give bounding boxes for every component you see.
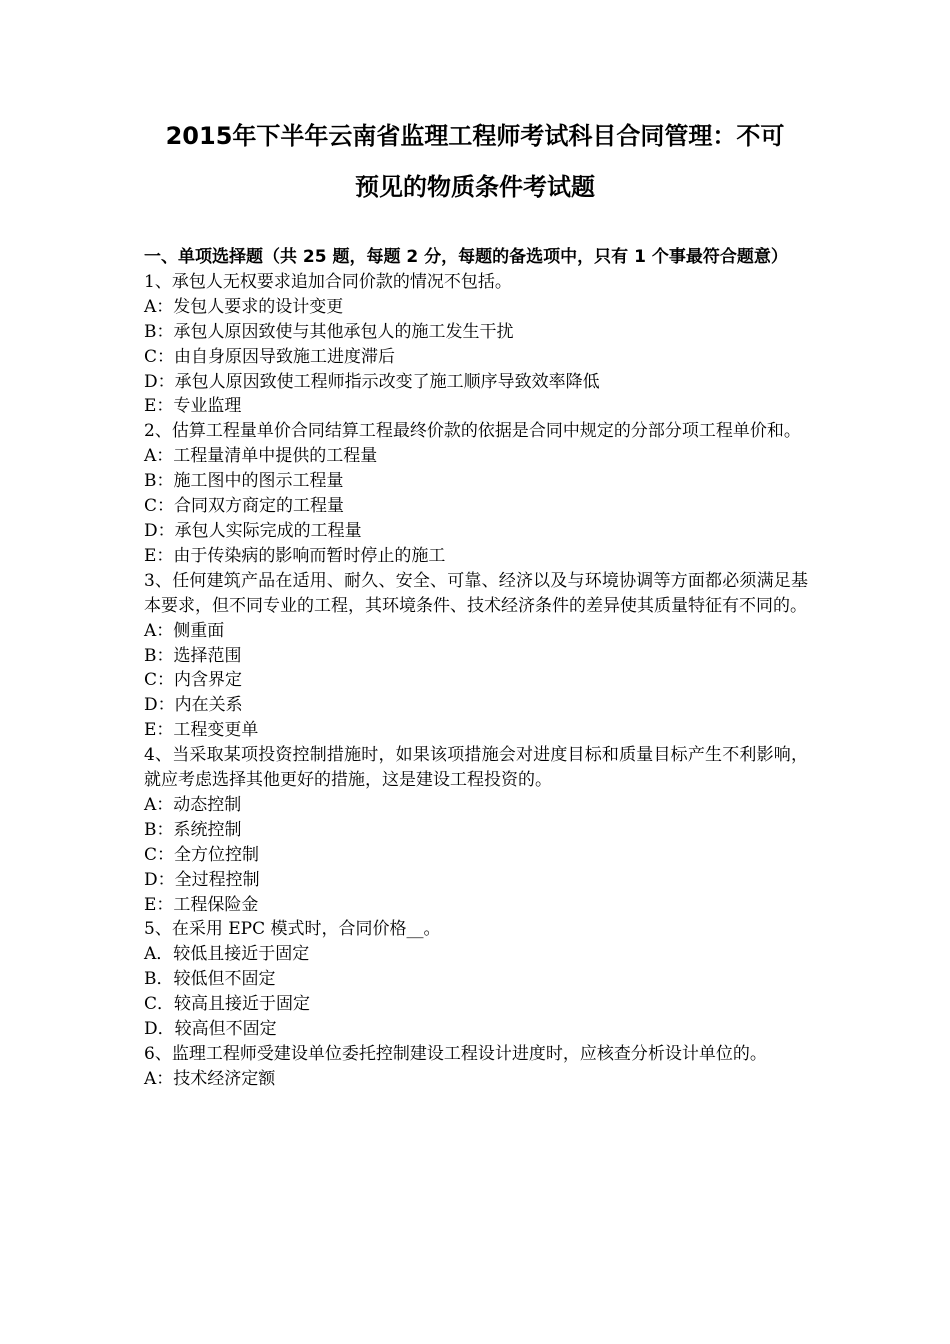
question-option: D：全过程控制 [144, 869, 260, 890]
question-stem: 5、在采用 EPC 模式时，合同价格__。 [144, 919, 441, 940]
document-body [144, 245, 808, 1092]
document-title-line-2: 预见的物质条件考试题 [355, 173, 595, 201]
question-option: D：承包人实际完成的工程量 [144, 520, 362, 541]
question-option: C：全方位控制 [144, 844, 260, 865]
question-option: B．较低但不固定 [144, 969, 276, 990]
question-2 [144, 419, 808, 568]
question-option: B：承包人原因致使与其他承包人的施工发生干扰 [144, 321, 514, 342]
question-stem: 3、任何建筑产品在适用、耐久、安全、可靠、经济以及与环境协调等方面都必须满足基本要求，但不同专业的工程，其环境条件、技术经济条件的差异使其质量特征有不同的。 [144, 570, 808, 616]
question-stem: 6、监理工程师受建设单位委托控制建设工程设计进度时，应核查分析设计单位的。 [144, 1044, 767, 1064]
question-option: A：侧重面 [144, 620, 225, 641]
question-4 [144, 743, 808, 917]
question-option: D．较高但不固定 [144, 1019, 277, 1040]
question-option: C：内含界定 [144, 670, 243, 691]
question-1 [144, 270, 808, 419]
question-option: B：选择范围 [144, 645, 242, 666]
question-option: C．较高且接近于固定 [144, 994, 311, 1015]
question-option: A．较低且接近于固定 [144, 944, 310, 965]
question-option: E：工程变更单 [144, 720, 259, 741]
question-stem: 2、估算工程量单价合同结算工程最终价款的依据是合同中规定的分部分项工程单价和。 [144, 421, 801, 442]
question-option: B：施工图中的图示工程量 [144, 471, 344, 492]
question-option: C：由自身原因导致施工进度滞后 [144, 346, 396, 367]
question-stem: 4、当采取某项投资控制措施时，如果该项措施会对进度目标和质量目标产生不利影响，就应考虑选择其他更好的措施，这是建设工程投资的。 [144, 745, 808, 791]
question-3 [144, 569, 808, 743]
question-option: A：发包人要求的设计变更 [144, 296, 344, 317]
question-option: A：技术经济定额 [144, 1068, 276, 1089]
question-option: E：工程保险金 [144, 894, 259, 915]
question-option: B：系统控制 [144, 819, 242, 840]
question-6 [144, 1042, 808, 1092]
question-option: E：由于传染病的影响而暂时停止的施工 [144, 545, 446, 566]
question-option: A：动态控制 [144, 794, 242, 815]
question-stem: 1、承包人无权要求追加合同价款的情况不包括。 [144, 271, 512, 292]
question-5 [144, 917, 808, 1042]
question-option: C：合同双方商定的工程量 [144, 496, 345, 517]
question-option: A：工程量清单中提供的工程量 [144, 446, 378, 467]
section-heading: 一、单项选择题（共 25 题，每题 2 分，每题的备选项中，只有 1 个事最符合题意） [144, 247, 788, 267]
question-option: D：内在关系 [144, 695, 243, 716]
document-title-line-1: 2015年下半年云南省监理工程师考试科目合同管理：不可 [165, 122, 785, 150]
question-option: D：承包人原因致使工程师指示改变了施工顺序导致效率降低 [144, 371, 600, 392]
question-option: E：专业监理 [144, 396, 242, 417]
